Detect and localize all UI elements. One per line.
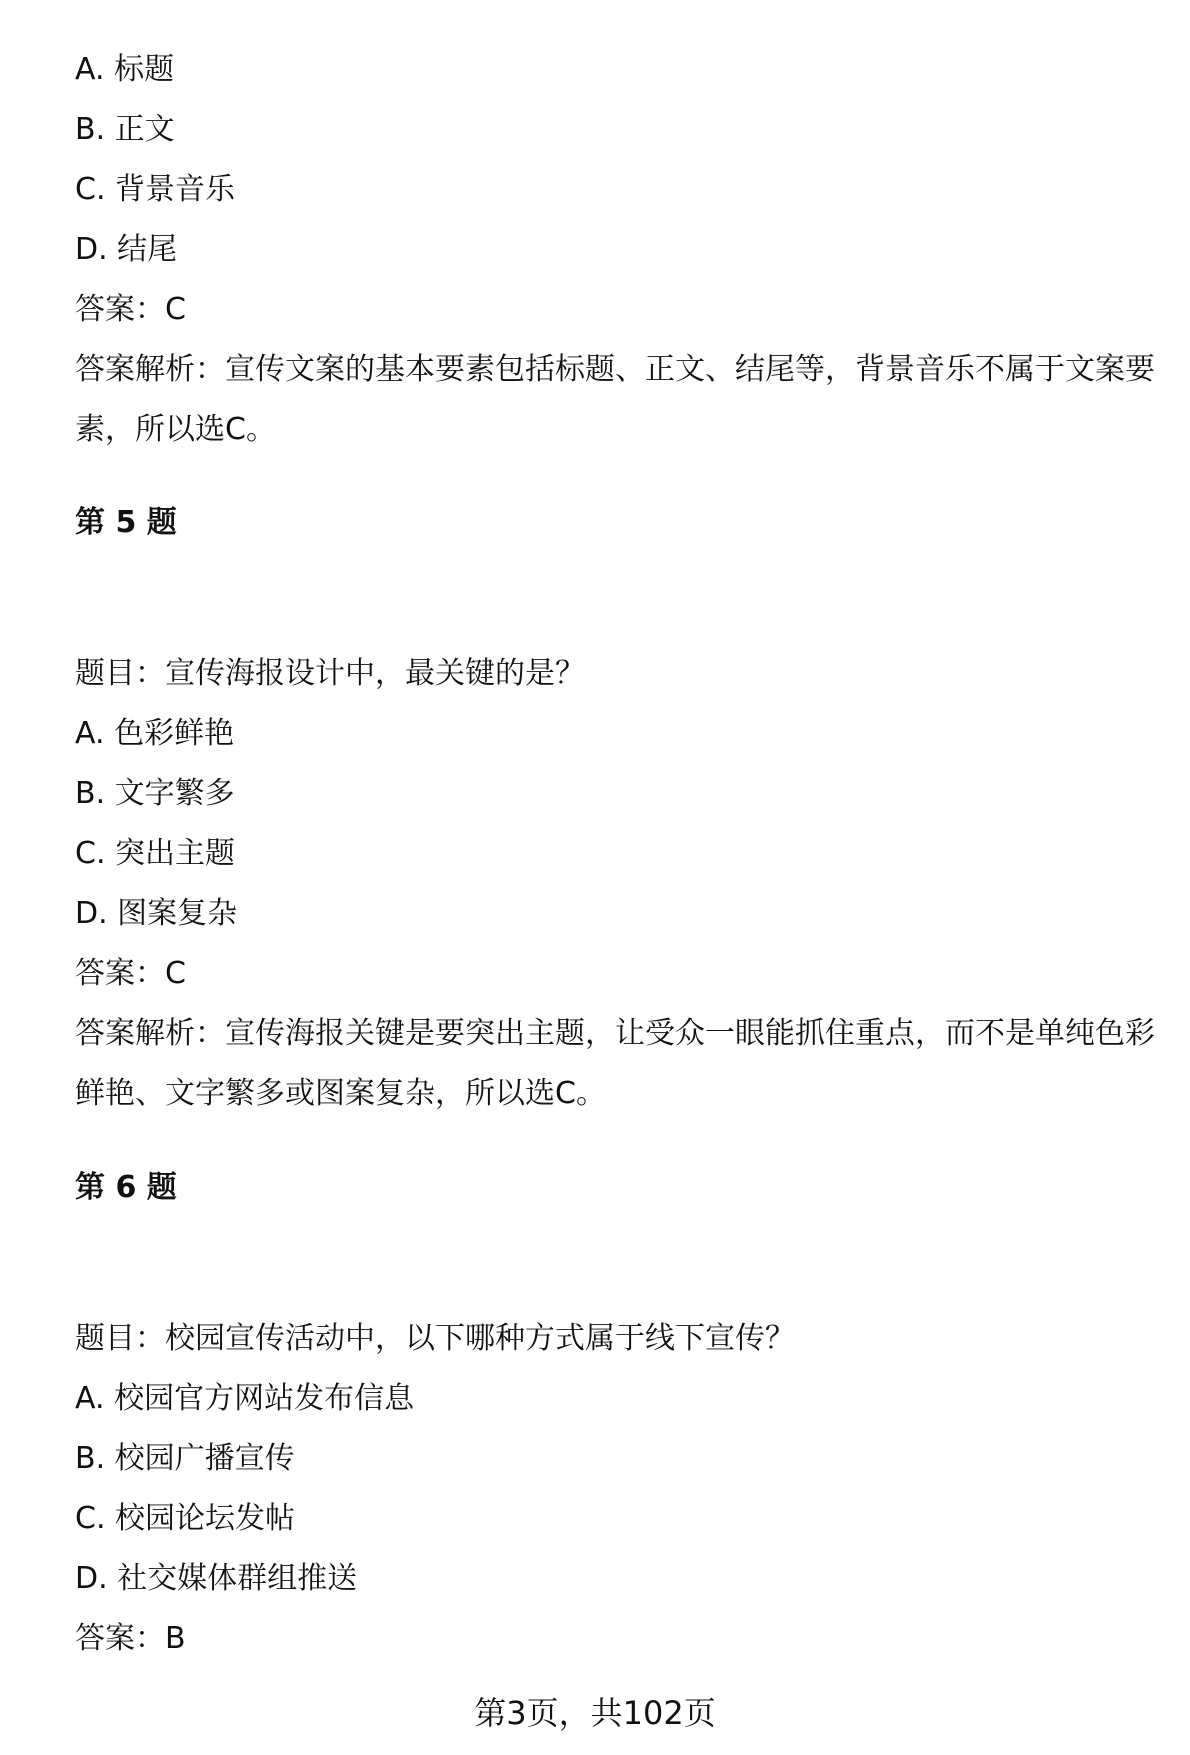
q5-question: 题目：宣传海报设计中，最关键的是？ [75, 656, 585, 691]
q4-option-c: C. 背景音乐 [75, 172, 236, 207]
q5-heading: 第 5 题 [75, 505, 177, 540]
q5-option-d: D. 图案复杂 [75, 896, 238, 931]
q5-option-c: C. 突出主题 [75, 836, 236, 871]
q4-analysis-line1: 答案解析：宣传文案的基本要素包括标题、正文、结尾等，背景音乐不属于文案要 [75, 352, 1155, 387]
q5-option-a: A. 色彩鲜艳 [75, 716, 235, 751]
q6-option-c: C. 校园论坛发帖 [75, 1501, 296, 1536]
q6-answer: 答案：B [75, 1621, 186, 1656]
q6-heading: 第 6 题 [75, 1170, 177, 1205]
q5-analysis-line2: 鲜艳、文字繁多或图案复杂，所以选C。 [75, 1076, 606, 1111]
q6-option-d: D. 社交媒体群组推送 [75, 1561, 358, 1596]
q4-analysis-line2: 素，所以选C。 [75, 412, 276, 447]
q6-question: 题目：校园宣传活动中，以下哪种方式属于线下宣传？ [75, 1321, 795, 1356]
q5-option-b: B. 文字繁多 [75, 776, 235, 811]
q4-option-b: B. 正文 [75, 112, 175, 147]
q5-answer: 答案：C [75, 956, 186, 991]
q4-option-d: D. 结尾 [75, 232, 178, 267]
q4-answer: 答案：C [75, 292, 186, 327]
page-indicator: 第3页，共102页 [474, 1694, 716, 1732]
q5-analysis-line1: 答案解析：宣传海报关键是要突出主题，让受众一眼能抓住重点，而不是单纯色彩 [75, 1016, 1155, 1051]
q6-option-b: B. 校园广播宣传 [75, 1441, 295, 1476]
q6-option-a: A. 校园官方网站发布信息 [75, 1381, 415, 1416]
q4-option-a: A. 标题 [75, 52, 175, 87]
